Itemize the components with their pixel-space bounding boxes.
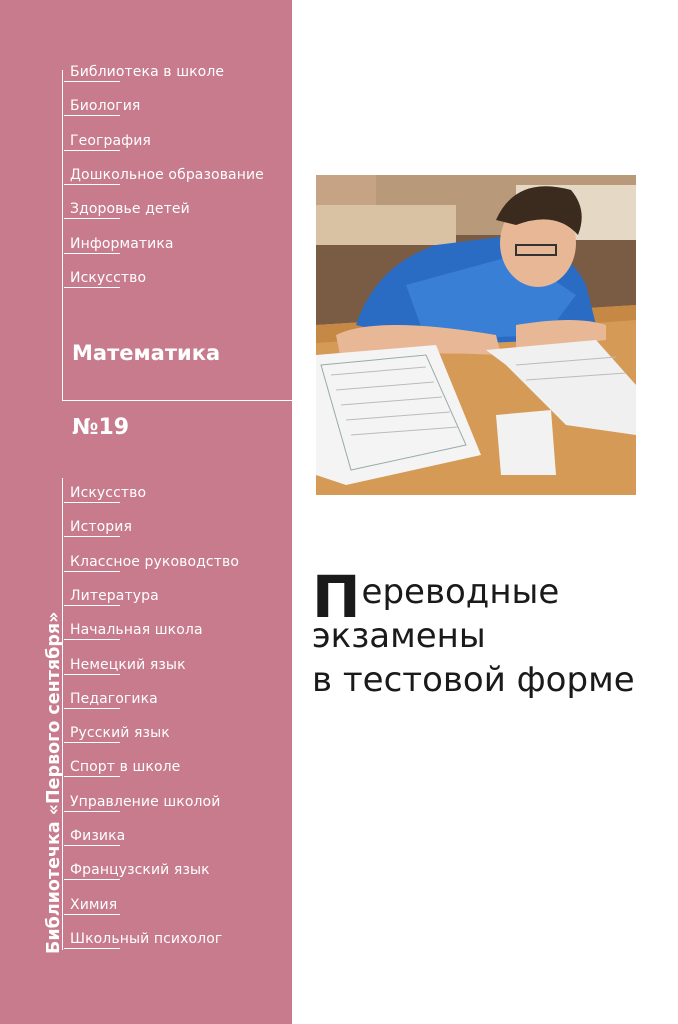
bottom-subject-underline bbox=[64, 639, 120, 640]
bottom-subject-underline bbox=[64, 742, 120, 743]
title-initial-letter: П bbox=[312, 563, 361, 631]
top-subject-underline bbox=[64, 253, 120, 254]
featured-divider bbox=[62, 400, 292, 401]
bottom-subject-item: Искусство bbox=[70, 485, 147, 501]
top-subject-item: Искусство bbox=[70, 269, 147, 286]
top-subject-underline bbox=[64, 287, 120, 288]
bottom-subject-item: Педагогика bbox=[70, 690, 158, 707]
bottom-subject-item: Спорт в школе bbox=[70, 759, 181, 776]
title-line-2: экзамены bbox=[312, 616, 486, 656]
bottom-subject-underline bbox=[64, 674, 120, 675]
title-line-1-rest: ереводные bbox=[361, 572, 560, 612]
bottom-subject-item: Классное руководство bbox=[70, 553, 240, 570]
top-subject-item: Дошкольное образование bbox=[70, 166, 264, 183]
photo-illustration bbox=[316, 175, 636, 495]
bottom-subject-underline bbox=[64, 914, 120, 915]
top-subject-item: Библиотека в школе bbox=[70, 64, 225, 80]
bottom-subject-item: Управление школой bbox=[70, 793, 221, 810]
top-subject-underline bbox=[64, 184, 120, 185]
bottom-subject-item: Физика bbox=[70, 828, 126, 844]
series-title: Библиотечка «Первого сентября» bbox=[44, 611, 64, 954]
bottom-subject-item: Начальная школа bbox=[70, 622, 203, 639]
bottom-subject-underline bbox=[64, 708, 120, 709]
cover-photo-student-writing-exam bbox=[316, 175, 636, 495]
bottom-subject-underline bbox=[64, 811, 120, 812]
bottom-subject-underline bbox=[64, 571, 120, 572]
top-subject-underline bbox=[64, 150, 120, 151]
bottom-subject-underline bbox=[64, 845, 120, 846]
bottom-subject-underline bbox=[64, 536, 120, 537]
title-line-3: в тестовой форме bbox=[312, 660, 635, 700]
top-subject-underline bbox=[64, 81, 120, 82]
bottom-subject-underline bbox=[64, 605, 120, 606]
bottom-subject-underline bbox=[64, 948, 120, 949]
bottom-subject-item: Русский язык bbox=[70, 725, 170, 742]
top-subject-underline bbox=[64, 115, 120, 116]
top-subject-underline bbox=[64, 218, 120, 219]
bottom-subject-underline bbox=[64, 502, 120, 503]
featured-subject: Математика bbox=[72, 341, 221, 365]
bottom-subject-item: Школьный психолог bbox=[70, 930, 223, 947]
bottom-subject-underline bbox=[64, 879, 120, 880]
subject-sidebar bbox=[0, 0, 292, 1024]
bottom-subject-item: Химия bbox=[70, 896, 118, 913]
top-subject-item: Информатика bbox=[70, 235, 174, 252]
bottom-subject-item: История bbox=[70, 519, 132, 536]
top-subject-item: Здоровье детей bbox=[70, 201, 190, 218]
top-subject-item: География bbox=[70, 132, 151, 149]
title-line-1 bbox=[312, 563, 635, 631]
bottom-subject-item: Французский язык bbox=[70, 862, 210, 879]
issue-number: №19 bbox=[72, 415, 130, 440]
top-subject-item: Биология bbox=[70, 98, 141, 115]
book-title bbox=[312, 563, 635, 702]
bottom-subject-underline bbox=[64, 776, 120, 777]
bottom-subject-item: Немецкий язык bbox=[70, 656, 186, 673]
bottom-subject-item: Литература bbox=[70, 587, 159, 604]
upper-vertical-rule bbox=[62, 70, 63, 400]
